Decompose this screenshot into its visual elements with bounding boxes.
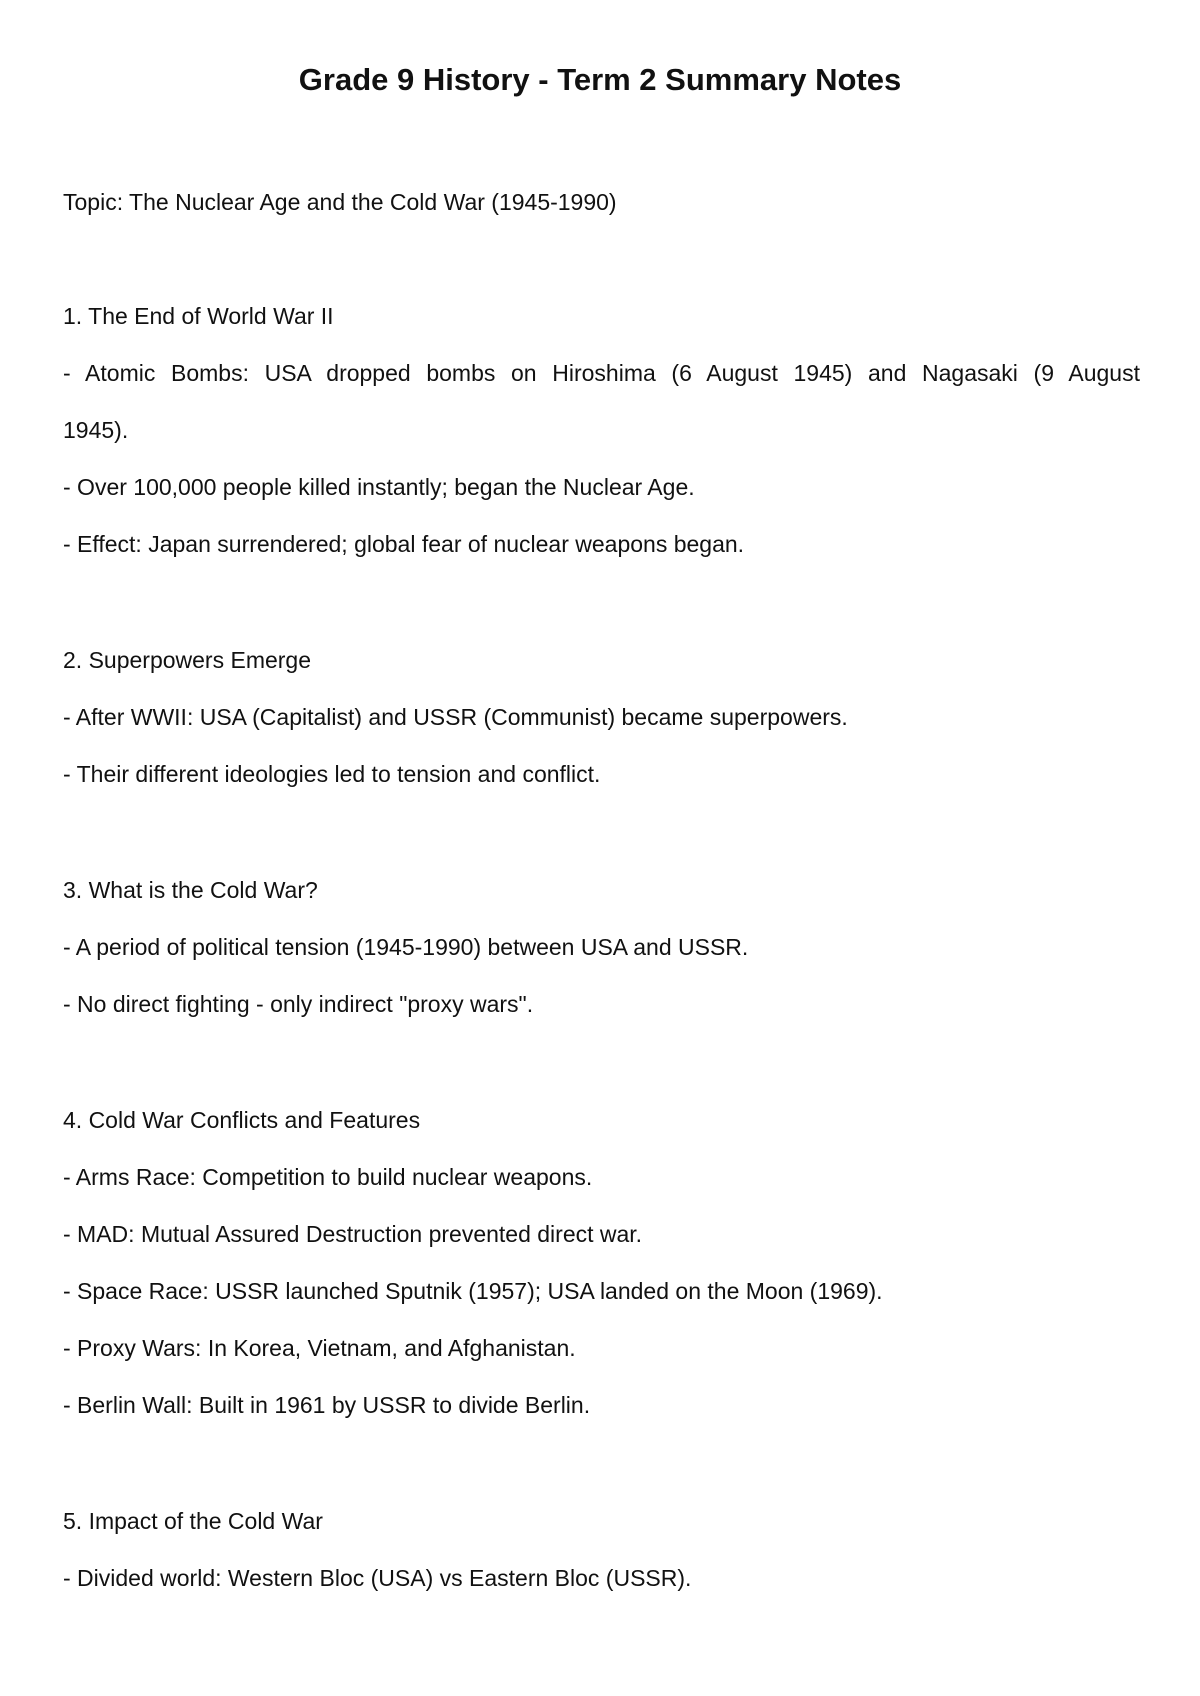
section-heading-4: 4. Cold War Conflicts and Features	[63, 1107, 421, 1133]
section-1-line-2: 1945).	[63, 417, 129, 443]
section-5-line-1: - Divided world: Western Bloc (USA) vs Eastern Bloc (USSR).	[63, 1565, 692, 1591]
topic-line: Topic: The Nuclear Age and the Cold War (1945-1990)	[63, 189, 617, 215]
section-heading-2: 2. Superpowers Emerge	[63, 647, 312, 673]
section-heading-1: 1. The End of World War II	[63, 303, 334, 329]
section-heading-3: 3. What is the Cold War?	[63, 877, 318, 903]
section-4-line-4: - Proxy Wars: In Korea, Vietnam, and Afghanistan.	[63, 1335, 576, 1361]
section-1-line-1: - Atomic Bombs: USA dropped bombs on Hiroshima (6 August 1945) and Nagasaki (9 August	[63, 360, 1140, 386]
section-3-line-1: - A period of political tension (1945-1990) between USA and USSR.	[63, 934, 749, 960]
section-4-line-2: - MAD: Mutual Assured Destruction prevented direct war.	[63, 1221, 643, 1247]
section-4-line-1: - Arms Race: Competition to build nuclear weapons.	[63, 1164, 593, 1190]
section-4-line-3: - Space Race: USSR launched Sputnik (1957); USA landed on the Moon (1969).	[63, 1278, 883, 1304]
section-1-line-3: - Over 100,000 people killed instantly; began the Nuclear Age.	[63, 474, 695, 500]
section-heading-5: 5. Impact of the Cold War	[63, 1508, 323, 1534]
section-3-line-2: - No direct fighting - only indirect "proxy wars".	[63, 991, 534, 1017]
section-4-line-5: - Berlin Wall: Built in 1961 by USSR to divide Berlin.	[63, 1392, 591, 1418]
section-1-line-4: - Effect: Japan surrendered; global fear of nuclear weapons began.	[63, 531, 745, 557]
section-2-line-1: - After WWII: USA (Capitalist) and USSR (Communist) became superpowers.	[63, 704, 848, 730]
document-title: Grade 9 History - Term 2 Summary Notes	[298, 62, 902, 97]
section-2-line-2: - Their different ideologies led to tension and conflict.	[63, 761, 601, 787]
